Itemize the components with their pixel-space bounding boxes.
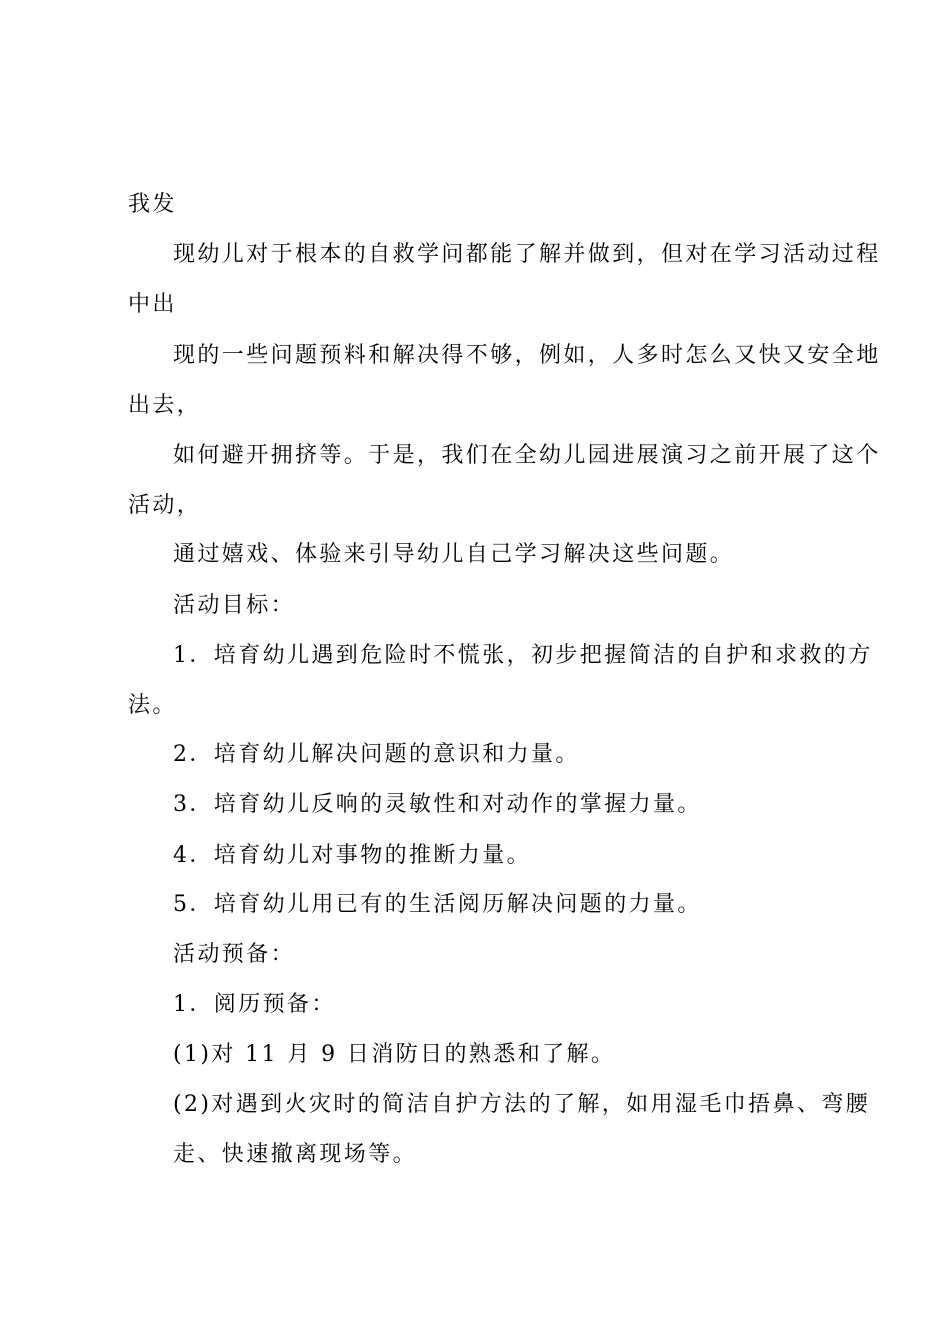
- list-item: 5．培育幼儿用已有的生活阅历解决问题的力量。: [173, 892, 702, 917]
- text-line: 活动，: [128, 493, 202, 518]
- text-line: 通过嬉戏、体验来引导幼儿自己学习解决这些问题。: [173, 542, 735, 567]
- text-line: 走、快速撤离现场等。: [173, 1142, 418, 1167]
- list-item: 2．培育幼儿解决问题的意识和力量。: [173, 742, 580, 767]
- list-item: 1．培育幼儿遇到危险时不慌张，初步把握简洁的自护和求救的方: [173, 643, 873, 668]
- section-heading: 活动预备：: [173, 942, 296, 967]
- section-heading: 活动目标：: [173, 593, 296, 618]
- list-item: 4．培育幼儿对事物的推断力量。: [173, 843, 531, 868]
- list-item: 3．培育幼儿反响的灵敏性和对动作的掌握力量。: [173, 792, 702, 817]
- list-item: (2)对遇到火灾时的简洁自护方法的了解，如用湿毛巾捂鼻、弯腰: [173, 1092, 871, 1117]
- text-line: 现的一些问题预料和解决得不够，例如，人多时怎么又快又安全地: [173, 343, 881, 368]
- list-item: 1．阅历预备：: [173, 992, 336, 1017]
- text-line: 如何避开拥挤等。于是，我们在全幼儿园进展演习之前开展了这个: [173, 443, 881, 468]
- text-line: 法。: [128, 693, 177, 718]
- list-item: (1)对 11 月 9 日消防日的熟悉和了解。: [173, 1042, 616, 1067]
- text-line: 出去，: [128, 393, 202, 418]
- text-line: 中出: [128, 292, 177, 317]
- text-line: 我发: [128, 192, 177, 217]
- text-line: 现幼儿对于根本的自救学问都能了解并做到，但对在学习活动过程: [173, 242, 881, 267]
